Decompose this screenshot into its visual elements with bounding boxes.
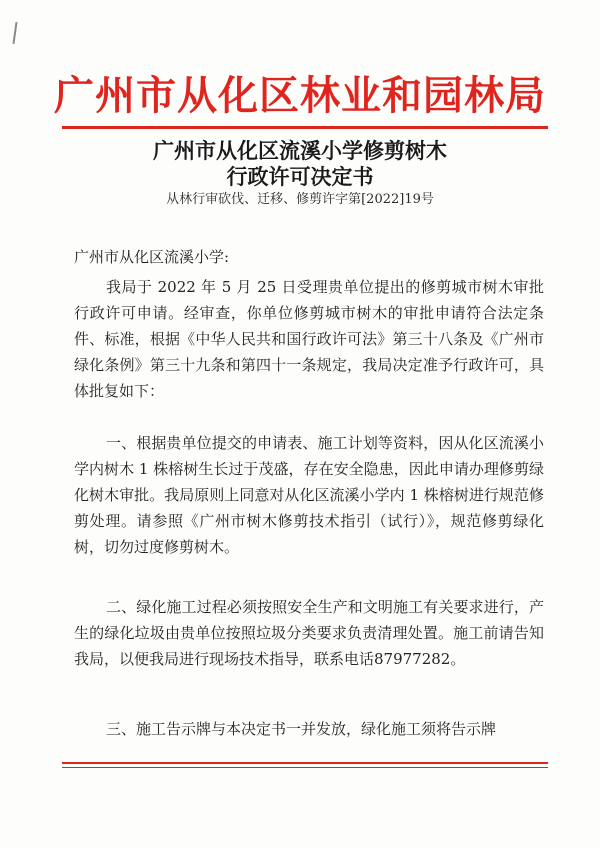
pen-mark [12,22,17,44]
footer-divider-thin [62,767,548,768]
paragraph-item-2: 二、绿化施工过程必须按照安全生产和文明施工有关要求进行，产生的绿化垃圾由贵单位按照垃圾分类要求负责清理处置。施工前请告知我局，以便我局进行现场技术指导，联系电话87977282。 [74,598,544,668]
paragraph-item-3: 三、施工告示牌与本决定书一并发放，绿化施工须将告示牌 [106,720,497,738]
letterhead-title: 广州市从化区林业和园林局 [54,73,546,119]
salutation: 广州市从化区流溪小学: [74,248,230,266]
document-number: 从林行审砍伐、迁移、修剪许字第[2022]19号 [166,192,434,207]
paragraph-item-1: 一、根据贵单位提交的申请表、施工计划等资料，因从化区流溪小学内树木 1 株榕树生长过于茂盛，存在安全隐患，因此申请办理修剪绿化树木审批。我局原则上同意对从化区流溪小学内 1 株榕树进行规范修剪处理。请参照《广州市树木修剪技术指引（试行）》，规范修剪绿化树，切勿过度修剪树木。 [74,434,544,556]
document-title-line1: 广州市从化区流溪小学修剪树木 [153,139,447,163]
footer-divider-thick [62,762,548,764]
document-title-line2: 行政许可决定书 [226,165,374,189]
letterhead-divider [62,126,548,129]
paragraph-intro: 我局于 2022 年 5 月 25 日受理贵单位提出的修剪城市树木审批行政许可申请。经审查，你单位修剪城市树木的审批申请符合法定条件、标准，根据《中华人民共和国行政许可法》第三十八条及《广州市绿化条例》第三十九条和第四十一条规定，我局决定准予行政许可，具体批复如下： [74,278,544,400]
